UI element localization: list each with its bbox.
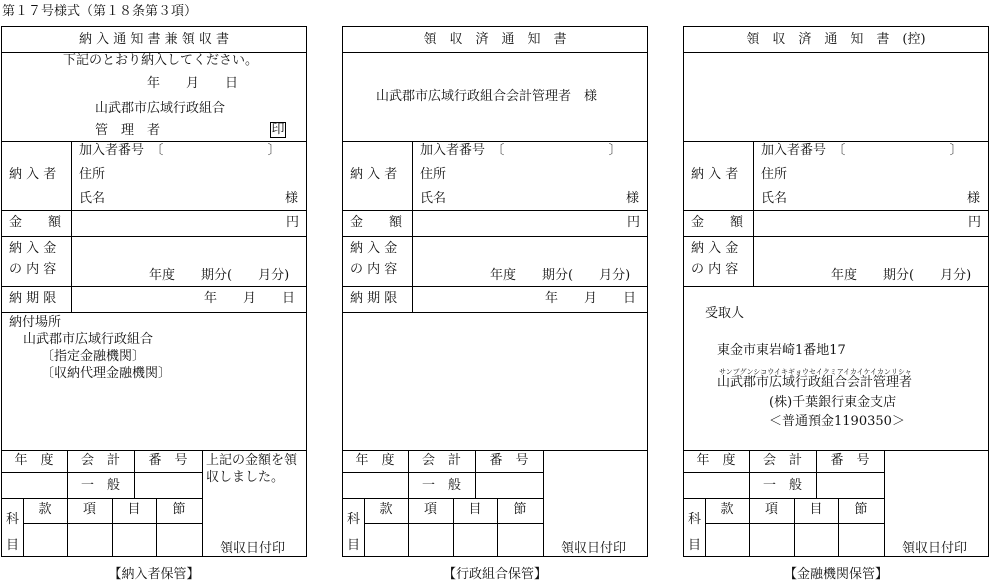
notice-receipt-form	[1, 26, 307, 557]
due-date: 年 月 日	[545, 291, 637, 306]
general-account: 一 般	[762, 478, 802, 493]
receipt-notice-copy-form	[683, 26, 989, 557]
payment-place-org: 山武郡市広域行政組合	[23, 332, 154, 347]
instruction-text: 下記のとおり納入してください。	[63, 53, 259, 68]
recipient-name: 山武郡市広域行政組合会計管理者	[717, 375, 913, 390]
fiscal-year-label: 年 度	[696, 453, 736, 468]
name-label: 氏名	[761, 191, 788, 206]
yen-unit: 円	[968, 215, 982, 230]
due-date: 年 月 日	[204, 291, 296, 306]
account-label: 会 計	[80, 453, 120, 468]
form-title: 領 収 済 通 知 書 (控)	[746, 32, 926, 47]
footer-union-copy: 【行政組合保管】	[442, 567, 547, 582]
name-label: 氏名	[420, 191, 447, 206]
receipt-stamp-label: 領収日付印	[220, 541, 286, 556]
receipt-stamp-label: 領収日付印	[902, 541, 968, 556]
agent-bank: 〔収納代理金融機関〕	[41, 366, 172, 381]
general-account: 一 般	[80, 478, 120, 493]
kan-label: 款	[720, 502, 734, 517]
item-label: 科	[6, 512, 20, 527]
due-label: 納 期 限	[350, 291, 398, 306]
member-number-field: 加入者番号 〔 〕	[420, 143, 622, 158]
account-label: 会 計	[421, 453, 461, 468]
moku-label: 目	[468, 502, 482, 517]
content-label: 納 入 金	[350, 241, 398, 256]
kou-label: 項	[423, 502, 437, 517]
recipient-address: 東金市東岩崎1番地17	[717, 343, 846, 358]
content-label-2: の 内 容	[9, 262, 57, 277]
period-field: 年度 期分( 月分)	[490, 268, 631, 283]
name-label: 氏名	[79, 191, 106, 206]
address-label: 住所	[420, 167, 447, 182]
general-account: 一 般	[421, 478, 461, 493]
bank-account: ＜普通預金1190350＞	[769, 414, 905, 429]
item-label-2: 目	[6, 538, 20, 553]
kan-label: 款	[38, 502, 52, 517]
honorific: 様	[626, 191, 640, 206]
honorific: 様	[285, 191, 299, 206]
issue-date: 年 月 日	[147, 76, 239, 91]
item-label-2: 目	[688, 538, 702, 553]
content-label-2: の 内 容	[350, 262, 398, 277]
address-label: 住所	[79, 167, 106, 182]
number-label: 番 号	[830, 453, 870, 468]
organization-name: 山武郡市広域行政組合	[95, 101, 226, 116]
addressee: 山武郡市広域行政組合会計管理者 様	[376, 89, 598, 104]
amount-label: 金 額	[9, 215, 62, 230]
fiscal-year-label: 年 度	[355, 453, 395, 468]
moku-label: 目	[127, 502, 141, 517]
manager-title: 管 理 者	[95, 123, 161, 138]
recipient-label: 受取人	[705, 306, 745, 321]
yen-unit: 円	[286, 215, 300, 230]
honorific: 様	[967, 191, 981, 206]
fiscal-year-label: 年 度	[14, 453, 54, 468]
bank-name: (株)千葉銀行東金支店	[769, 395, 897, 410]
item-label-2: 目	[347, 538, 361, 553]
number-label: 番 号	[148, 453, 188, 468]
form-title: 納 入 通 知 書 兼 領 収 書	[78, 32, 230, 47]
setsu-label: 節	[513, 502, 527, 517]
item-label: 科	[688, 512, 702, 527]
receipt-note: 上記の金額を領	[206, 453, 298, 468]
receipt-note-2: 収しました。	[206, 470, 285, 485]
kan-label: 款	[379, 502, 393, 517]
receipt-notice-form	[342, 26, 648, 557]
form-title: 領 収 済 通 知 書	[423, 32, 567, 47]
setsu-label: 節	[172, 502, 186, 517]
content-label-2: の 内 容	[691, 262, 739, 277]
content-label: 納 入 金	[691, 241, 739, 256]
form-header: 第１７号様式（第１８条第３項）	[2, 4, 198, 19]
amount-label: 金 額	[691, 215, 744, 230]
member-number-field: 加入者番号 〔 〕	[79, 143, 281, 158]
footer-bank-copy: 【金融機関保管】	[783, 567, 888, 582]
payment-place-title: 納付場所	[9, 315, 62, 330]
receipt-stamp-label: 領収日付印	[561, 541, 627, 556]
recipient-kana: サンブグンシコウイキギョウセイクミアイカイケイカンリシャ	[719, 368, 912, 376]
payer-label: 納 入 者	[691, 167, 739, 182]
kou-label: 項	[764, 502, 778, 517]
number-label: 番 号	[489, 453, 529, 468]
address-label: 住所	[761, 167, 788, 182]
period-field: 年度 期分( 月分)	[831, 268, 972, 283]
setsu-label: 節	[854, 502, 868, 517]
payer-label: 納 入 者	[9, 167, 57, 182]
period-field: 年度 期分( 月分)	[149, 268, 290, 283]
footer-payer-copy: 【納入者保管】	[108, 567, 200, 582]
account-label: 会 計	[762, 453, 802, 468]
payer-label: 納 入 者	[350, 167, 398, 182]
item-label: 科	[347, 512, 361, 527]
yen-unit: 円	[627, 215, 641, 230]
amount-label: 金 額	[350, 215, 403, 230]
member-number-field: 加入者番号 〔 〕	[761, 143, 963, 158]
content-label: 納 入 金	[9, 241, 57, 256]
seal-mark: 印	[271, 122, 285, 137]
designated-bank: 〔指定金融機関〕	[41, 349, 146, 364]
due-label: 納 期 限	[9, 291, 57, 306]
moku-label: 目	[809, 502, 823, 517]
kou-label: 項	[82, 502, 96, 517]
